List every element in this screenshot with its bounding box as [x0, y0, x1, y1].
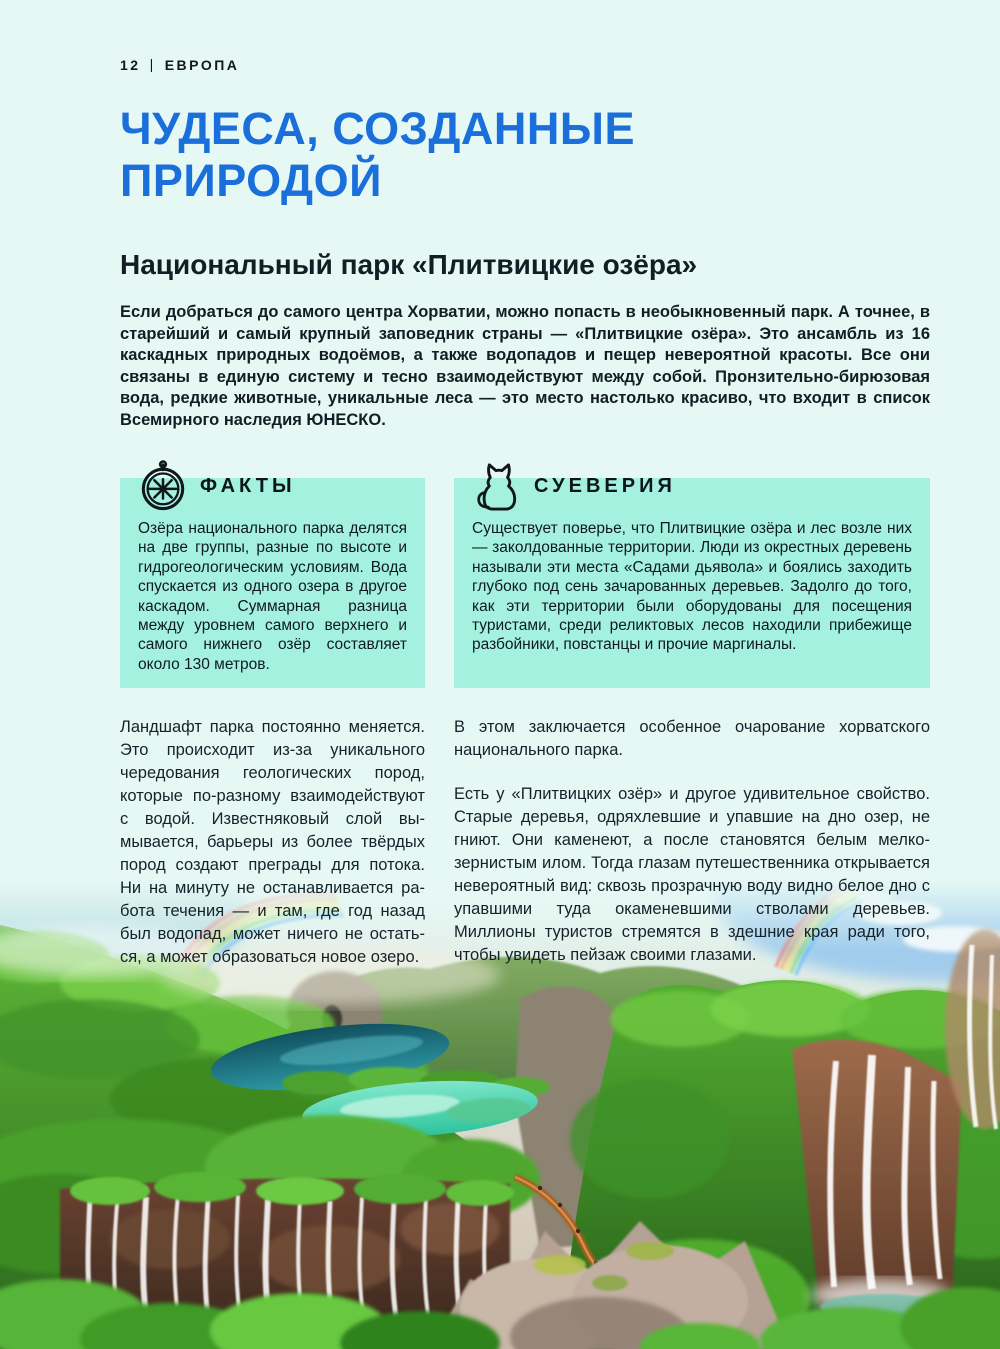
superstitions-box-text: Существует поверье, что Плитвицкие озёра и лес возле них — заколдованные территории. Люди из окрестных деревень называли эти места «Садами дьявола» и боялись заходить глубоко под сень зачарованных деревьев. Задолго до того, как эти территории были оборудованы для посещения туристами, среди реликтовых лесов находили прибежище разбойники, повстанцы и прочие маргиналы.: [472, 520, 912, 654]
page-title-line2: ПРИРОДОЙ: [120, 155, 382, 206]
page-header: [120, 0, 930, 73]
facts-box-header: [138, 460, 407, 512]
superstitions-box-title: СУЕВЕРИЯ: [534, 474, 676, 497]
section-label: ЕВРОПА: [164, 57, 240, 73]
facts-box: [120, 474, 425, 688]
facts-box-title: ФАКТЫ: [200, 474, 296, 497]
cat-icon: [472, 460, 522, 512]
superstitions-box-header: [472, 460, 912, 512]
article-subtitle: Национальный парк «Плитвицкие озёра»: [120, 249, 698, 280]
page-number: 12: [120, 57, 141, 73]
page-title: [120, 103, 930, 207]
column-left: [120, 716, 425, 969]
body-paragraph: Есть у «Плитвицких озёр» и другое удивительное свойство. Старые деревья, одряхлевшие и упавшие на дно озер, не гниют. Они каменеют, а после становятся белым мелкозернистым илом. Тогда глазам путешественника открывается невероятный вид: сквозь прозрачную воду видно белое дно с упавшими туда окаменевшими стволами деревьев. Миллионы туристов стремятся в здешние края ради того, чтобы увидеть пейзаж своими глазами.: [454, 785, 930, 965]
superstitions-box: [454, 474, 930, 688]
info-boxes: [120, 474, 930, 688]
facts-box-text: Озёра национального парка делятся на две группы, разные по высоте и гидрогеологическим условиям. Вода спускается из одного озера в другое каскадом. Суммарная разница между уровнем самого верхнего и самого нижнего озёр составляет около 130 метров.: [138, 520, 407, 673]
body-columns: [120, 716, 930, 969]
column-right: [454, 716, 930, 969]
intro-paragraph: Если добраться до самого центра Хорватии, можно попасть в необыкновенный парк. А точнее, в старейший и самый крупный заповедник страны — «Плитвицкие озёра». Это ансамбль из 16 каскадных природных водоёмов, а также водопадов и пещер невероятной красоты. Все они связаны в единую систему и тесно взаимодействуют между собой. Пронзительно-бирюзовая вода, редкие животные, уникальные леса — это место настолько красиво, что входит в список Всемирного наследия ЮНЕСКО.: [120, 303, 930, 429]
body-paragraph: В этом заключается особенное очарование хорватского национального парка.: [454, 718, 930, 760]
page-title-line1: ЧУДЕСА, СОЗДАННЫЕ: [120, 103, 635, 154]
header-separator: |: [149, 56, 156, 72]
body-paragraph: Ландшафт парка постоянно меняется. Это происходит из-за уникального чередования геологических пород, которые по-разному взаимодействуют с водой. Известняковый слой вымывается, барьеры из более твёрдых пород создают преграды для потока. Ни на минуту не останавливается работа течения — и там, где год назад был водопад, может ничего не остаться, а может образоваться новое озеро.: [120, 718, 425, 967]
compass-icon: [138, 460, 188, 512]
